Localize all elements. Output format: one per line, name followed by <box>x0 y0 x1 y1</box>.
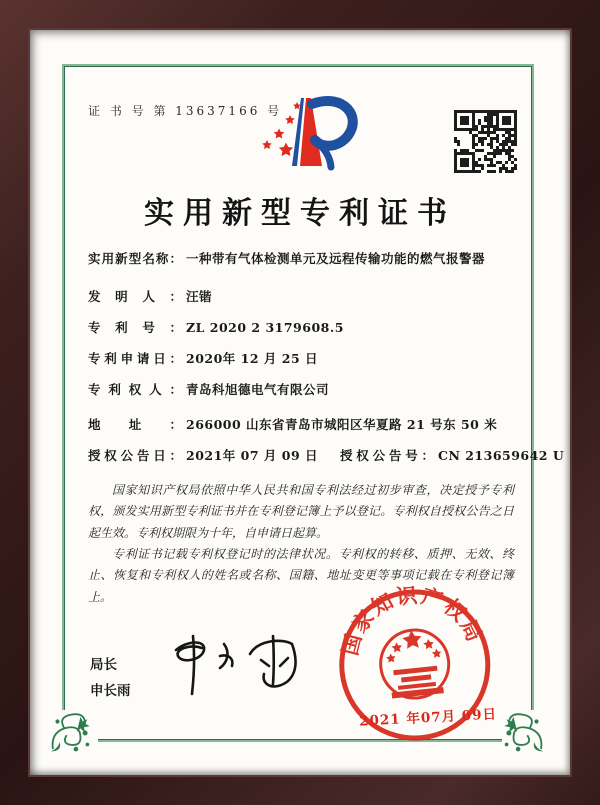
official-seal <box>321 572 508 763</box>
field-value: 2020年 12 月 25 日 <box>186 351 318 366</box>
legal-paragraph-1: 国家知识产权局依照中华人民共和国专利法经过初步审查，决定授予专利权，颁发实用新型专利证书并在专利登记簿上予以登记。专利权自授权公告之日起生效。专利权期限为十年，自申请日起算。 <box>88 483 514 540</box>
legal-paragraph-2: 专利证书记载专利权登记时的法律状况。专利权的转移、质押、无效、终止、恢复和专利权人的姓名或名称、国籍、地址变更等事项记载在专利登记簿上。 <box>88 547 514 604</box>
certificate-paper <box>30 30 570 775</box>
signature-autograph <box>158 628 328 707</box>
field-label: 地址： <box>88 417 182 432</box>
signer-block <box>90 652 131 704</box>
field-label: 专利申请日： <box>88 351 182 366</box>
grant-no-value: CN 213659642 U <box>438 448 565 463</box>
field-row-patentee <box>88 382 516 398</box>
grant-no-label: 授权公告号： <box>340 448 434 463</box>
grant-date-label: 授权公告日： <box>88 448 182 463</box>
seal-date: 2021 年07月 09日 <box>358 706 498 730</box>
signer-name: 申长雨 <box>90 683 131 698</box>
certificate-title: 实用新型专利证书 <box>144 196 456 231</box>
certificate-number: 证 书 号 第 13637166 号 <box>88 104 283 118</box>
field-row-patent-no <box>88 320 516 336</box>
field-row-grant <box>88 448 565 464</box>
signer-title: 局长 <box>90 657 117 672</box>
field-label: 专利权人： <box>88 382 182 397</box>
field-row-address <box>88 417 516 433</box>
field-row-filing-date <box>88 351 516 367</box>
qr-code <box>454 110 517 173</box>
field-label: 实用新型名称： <box>88 251 182 266</box>
field-value: 266000 山东省青岛市城阳区华夏路 21 号东 50 米 <box>186 417 498 432</box>
grant-date-value: 2021年 07 月 09 日 <box>186 448 318 463</box>
cnipa-logo-icon <box>248 92 363 178</box>
field-value: 一种带有气体检测单元及远程传输功能的燃气报警器 <box>186 251 486 266</box>
field-row-name <box>88 251 516 267</box>
field-row-inventor <box>88 289 516 305</box>
field-value: ZL 2020 2 3179608.5 <box>186 320 344 335</box>
field-label: 专利号： <box>88 320 182 335</box>
corner-ornament-left-icon <box>46 710 98 762</box>
grant-no-group <box>340 448 564 464</box>
field-value: 汪锴 <box>186 289 213 304</box>
field-label: 发明人： <box>88 289 182 304</box>
field-list <box>88 251 565 479</box>
seal-ring-text: 国家知识产权局 <box>336 582 489 658</box>
national-emblem-icon <box>377 627 452 702</box>
field-value: 青岛科旭德电气有限公司 <box>186 382 330 397</box>
svg-text:国家知识产权局 <box>330 575 489 660</box>
